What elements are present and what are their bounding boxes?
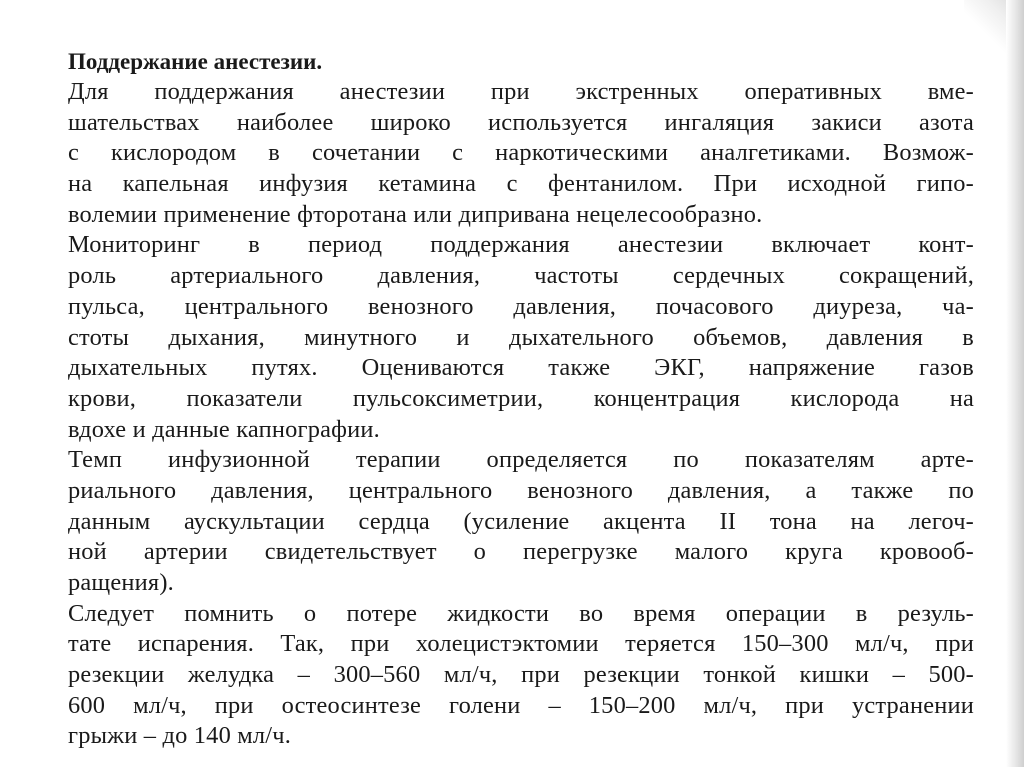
text-line: ной артерии свидетельствует о перегрузке малого круга кровооб- <box>68 538 974 566</box>
text-line: Для поддержания анестезии при экстренных оперативных вме- <box>68 78 974 105</box>
text-line: 600 мл/ч, при остеосинтезе голени – 150–200 мл/ч, при устранении <box>68 691 974 719</box>
text-line: стоты дыхания, минутного и дыхательного объемов, давления в <box>68 323 974 351</box>
text-line: тате испарения. Так, при холецистэктомии теряется 150–300 мл/ч, при <box>68 630 974 658</box>
paragraph-2 <box>68 230 974 445</box>
text-line: грыжи – до 140 мл/ч. <box>68 722 292 750</box>
text-line: дыхательных путях. Оцениваются также ЭКГ, напряжение газов <box>68 354 974 382</box>
paragraph-1 <box>68 77 974 230</box>
text-line: Мониторинг в период поддержания анестезии включает конт- <box>68 231 974 259</box>
section-heading: Поддержание анестезии. <box>68 49 323 74</box>
text-line: Темп инфузионной терапии определяется по показателям арте- <box>68 446 974 474</box>
text-line: шательствах наиболее широко используется ингаляция закиси азота <box>68 108 974 136</box>
text-line: данным аускультации сердца (усиление акцента II тона на легоч- <box>68 507 974 535</box>
text-line: пульса, центрального венозного давления, почасового диуреза, ча- <box>68 292 974 320</box>
text-line: резекции желудка – 300–560 мл/ч, при резекции тонкой кишки – 500- <box>68 661 974 689</box>
text-line: крови, показатели пульсоксиметрии, концентрация кислорода на <box>68 384 974 412</box>
text-block <box>68 47 974 752</box>
paragraph-4 <box>68 599 974 752</box>
text-line: волемии применение фторотана или дипривана нецелесообразно. <box>68 200 763 228</box>
text-line: роль артериального давления, частоты сердечных сокращений, <box>68 262 974 290</box>
paragraph-3 <box>68 445 974 598</box>
text-line: Следует помнить о потере жидкости во время операции в резуль- <box>68 599 974 627</box>
text-line: ращения). <box>68 569 174 596</box>
text-line: на капельная инфузия кетамина с фентанилом. При исходной гипо- <box>68 170 974 198</box>
page-edge-shadow <box>1006 0 1024 767</box>
text-line: с кислородом в сочетании с наркотическими аналгетиками. Возмож- <box>68 139 974 167</box>
text-line: риального давления, центрального венозного давления, а также по <box>68 476 974 504</box>
text-line: вдохе и данные капнографии. <box>68 415 380 443</box>
